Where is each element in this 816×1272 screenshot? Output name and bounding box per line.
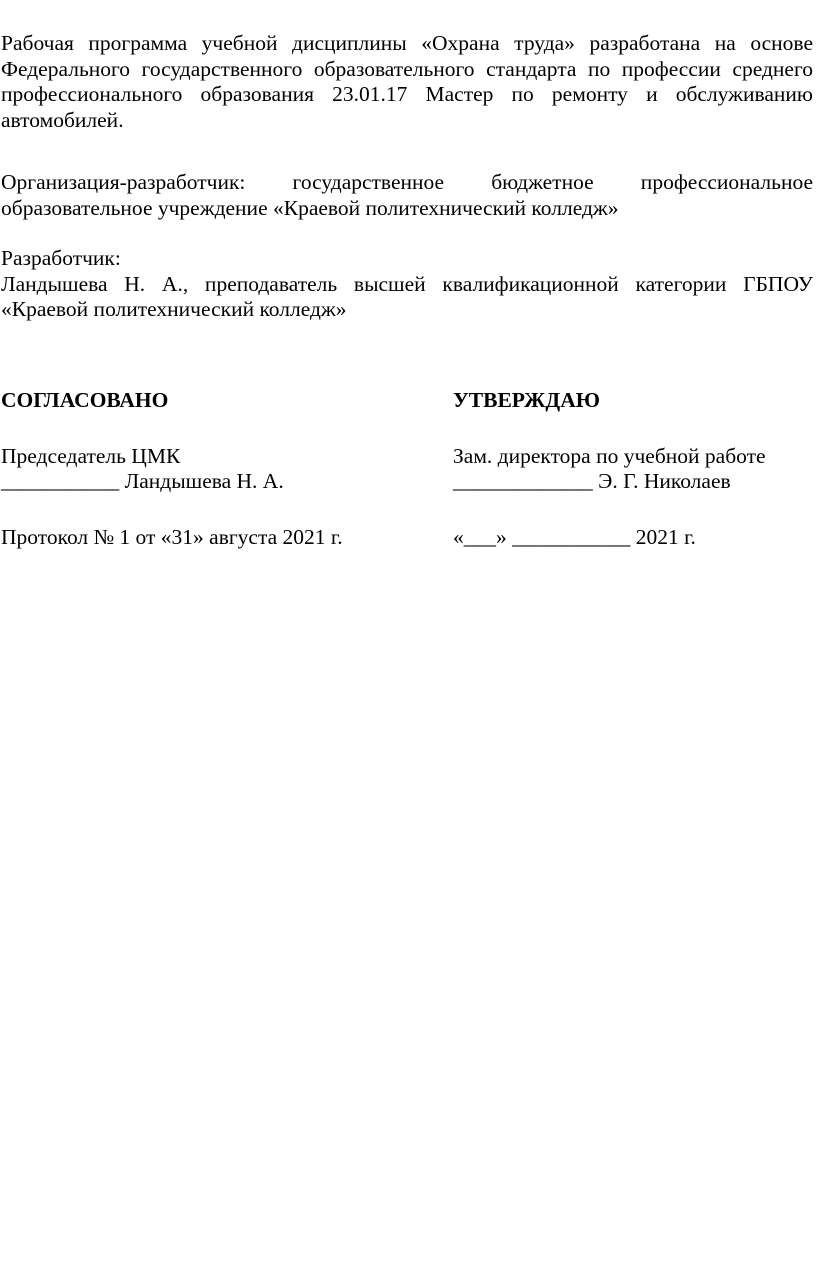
intro-paragraph: Рабочая программа учебной дисциплины «Охрана труда» разработана на основе Федерального государственного образовательного стандарта по профессии среднего профессионального образования 23.01.17 Мастер по ремонту и обслуживанию автомобилей. [1, 31, 813, 132]
developer-text: Ландышева Н. А., преподаватель высшей квалификационной категории ГБПОУ «Краевой политехнический колледж» [1, 271, 813, 321]
approved-signature: _____________ Э. Г. Николаев [453, 469, 731, 493]
agreed-protocol: Протокол № 1 от «31» августа 2021 г. [1, 524, 343, 549]
approved-block [453, 388, 815, 550]
approved-position: Зам. директора по учебной работе [453, 443, 766, 468]
agreed-signature: ___________ Ландышева Н. А. [1, 469, 284, 493]
agreed-heading: СОГЛАСОВАНО [1, 388, 169, 412]
developer-block [1, 246, 813, 323]
agreed-block [1, 388, 421, 550]
organization-paragraph: Организация-разработчик: государственное бюджетное профессиональное образовательное учреждение «Краевой политехнический колледж» [1, 170, 813, 220]
approved-date: «___» ___________ 2021 г. [453, 524, 696, 549]
agreed-position: Председатель ЦМК [1, 443, 181, 468]
approved-heading: УТВЕРЖДАЮ [453, 388, 600, 412]
developer-label: Разработчик: [1, 246, 121, 270]
